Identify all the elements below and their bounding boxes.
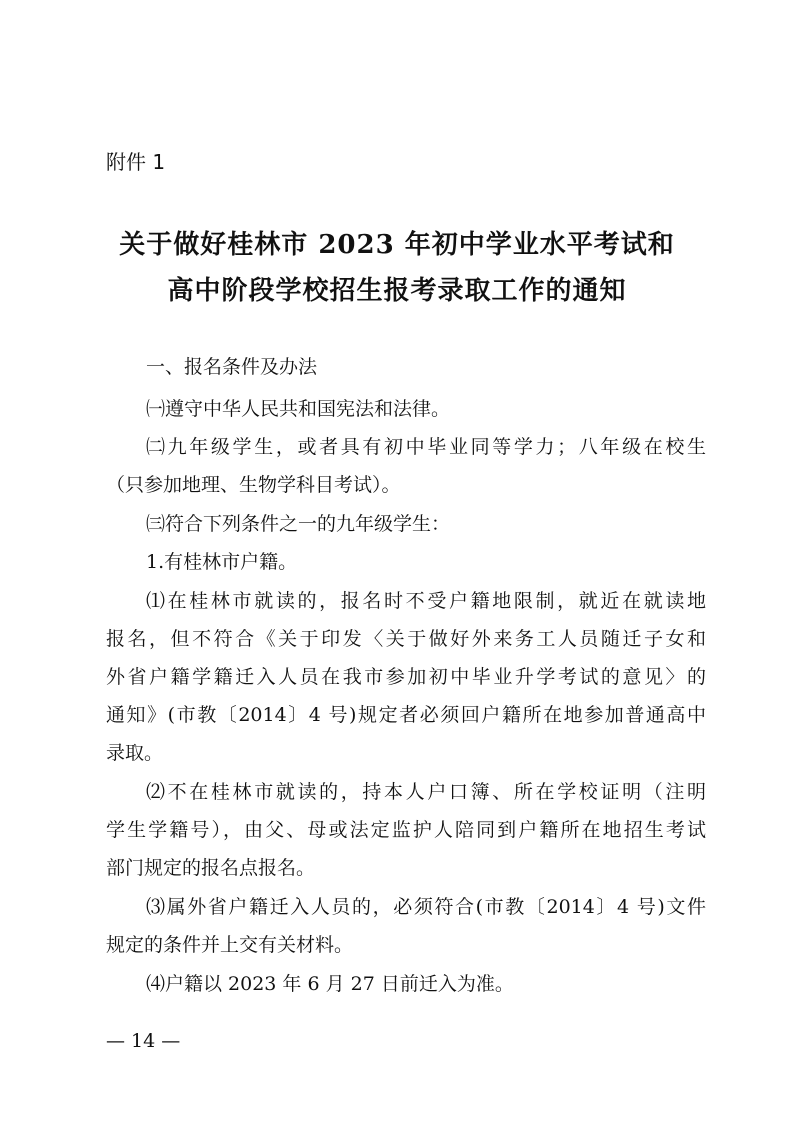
attachment-label: 附件 1 <box>106 150 166 174</box>
paragraph-line: ⑷户籍以 2023 年 6 月 27 日前迁入为准。 <box>146 973 514 995</box>
paragraph-line: 录取。 <box>106 742 164 764</box>
page-number: — 14 — <box>106 1030 181 1052</box>
section-heading: 一、报名条件及办法 <box>146 356 318 378</box>
paragraph-line: ㈡九年级学生，或者具有初中毕业同等学力；八年级在校生 <box>146 436 706 458</box>
paragraph-line: ㈢符合下列条件之一的九年级学生： <box>146 513 451 535</box>
document-title-line-2: 高中阶段学校招生报考录取工作的通知 <box>167 276 627 306</box>
paragraph-line: ⑶属外省户籍迁入人员的，必须符合(市教〔2014〕4 号)文件 <box>146 896 706 918</box>
paragraph-line: ㈠遵守中华人民共和国宪法和法律。 <box>146 398 451 420</box>
paragraph-line: 规定的条件并上交有关材料。 <box>106 934 354 956</box>
paragraph-line: （只参加地理、生物学科目考试）。 <box>106 474 401 496</box>
paragraph-line: 1.有桂林市户籍。 <box>146 551 298 573</box>
paragraph-line: 报名，但不符合《关于印发〈关于做好外来务工人员随迁子女和 <box>106 628 706 650</box>
paragraph-line: 部门规定的报名点报名。 <box>106 857 316 879</box>
paragraph-line: ⑴在桂林市就读的，报名时不受户籍地限制，就近在就读地 <box>146 590 706 612</box>
paragraph-line: 通知》(市教〔2014〕4 号)规定者必须回户籍所在地参加普通高中 <box>106 704 706 726</box>
paragraph-line: ⑵不在桂林市就读的，持本人户口簿、所在学校证明（注明 <box>146 781 706 803</box>
paragraph-line: 外省户籍学籍迁入人员在我市参加初中毕业升学考试的意见〉的 <box>106 666 706 688</box>
document-title-line-1: 关于做好桂林市 2023 年初中学业水平考试和 <box>119 230 675 260</box>
paragraph-line: 学生学籍号），由父、母或法定监护人陪同到户籍所在地招生考试 <box>106 819 706 841</box>
